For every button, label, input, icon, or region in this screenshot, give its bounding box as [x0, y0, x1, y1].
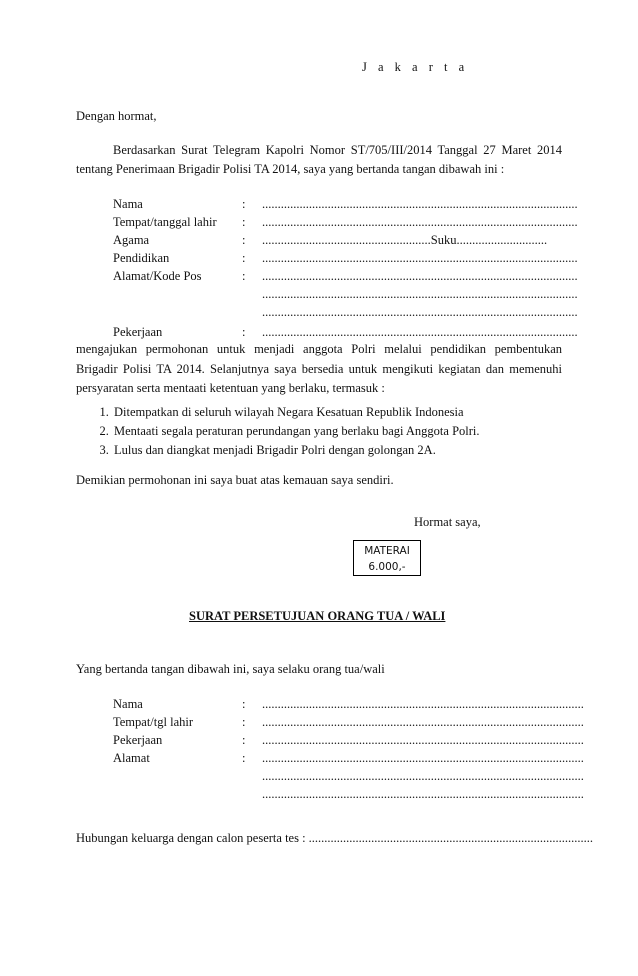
field-label-tempat-tanggal-lahir: Tempat/tanggal lahir [113, 215, 217, 229]
place-heading: J a k a r t a [362, 60, 469, 74]
closing-statement: Demikian permohonan ini saya buat atas kemauan saya sendiri. [76, 473, 394, 487]
intro-paragraph-line2: tentang Penerimaan Brigadir Polisi TA 2014, saya yang bertanda tangan dibawah ini : [76, 162, 505, 176]
field-colon: : [242, 197, 246, 211]
field-blank-alamat-2[interactable]: ..................................................................................................... [262, 287, 578, 301]
salutation: Dengan hormat, [76, 109, 157, 123]
conditions-list [96, 403, 480, 460]
field-colon: : [242, 251, 246, 265]
consent-intro: Yang bertanda tangan dibawah ini, saya selaku orang tua/wali [76, 662, 385, 676]
field-label-alamat-kode-pos: Alamat/Kode Pos [113, 269, 202, 283]
intro-paragraph-line1: Berdasarkan Surat Telegram Kapolri Nomor ST/705/III/2014 Tanggal 27 Maret 2014 [113, 143, 562, 157]
field-colon: : [242, 215, 246, 229]
field-blank-agama-suku[interactable]: ......................................................Suku............................. [262, 233, 548, 247]
parent-label-pekerjaan: Pekerjaan [113, 733, 163, 747]
list-item: 2. Mentaati segala peraturan perundangan yang berlaku bagi Anggota Polri. [112, 422, 480, 441]
field-colon: : [242, 697, 246, 711]
regards: Hormat saya, [414, 515, 481, 529]
field-colon: : [242, 715, 246, 729]
parent-blank-alamat-2[interactable]: ....................................................................................................... [262, 769, 584, 783]
stamp-line1: MATERAI [364, 545, 410, 557]
list-item: 1. Ditempatkan di seluruh wilayah Negara Kesatuan Republik Indonesia [112, 403, 480, 422]
field-blank-pendidikan[interactable]: ..................................................................................................... [262, 251, 578, 265]
field-label-pendidikan: Pendidikan [113, 251, 170, 265]
field-blank-pekerjaan[interactable]: ..................................................................................................... [262, 325, 578, 339]
parent-label-alamat: Alamat [113, 751, 150, 765]
field-label-pekerjaan: Pekerjaan [113, 325, 163, 339]
relationship-line[interactable]: Hubungan keluarga dengan calon peserta tes : ........................................................................................... [76, 831, 594, 845]
field-blank-alamat-3[interactable]: ..................................................................................................... [262, 305, 578, 319]
parent-blank-nama[interactable]: ....................................................................................................... [262, 697, 584, 711]
consent-title: SURAT PERSETUJUAN ORANG TUA / WALI [189, 609, 446, 623]
field-blank-nama[interactable]: ..................................................................................................... [262, 197, 578, 211]
field-label-agama: Agama [113, 233, 150, 247]
parent-blank-alamat-1[interactable]: ....................................................................................................... [262, 751, 584, 765]
stamp-line2: 6.000,- [368, 561, 406, 573]
field-colon: : [242, 733, 246, 747]
field-colon: : [242, 751, 246, 765]
parent-label-nama: Nama [113, 697, 143, 711]
field-colon: : [242, 233, 246, 247]
list-item: 3. Lulus dan diangkat menjadi Brigadir Polri dengan golongan 2A. [112, 441, 480, 460]
field-blank-tempat-tanggal-lahir[interactable]: ..................................................................................................... [262, 215, 578, 229]
parent-blank-pekerjaan[interactable]: ....................................................................................................... [262, 733, 584, 747]
parent-blank-alamat-3[interactable]: ....................................................................................................... [262, 787, 584, 801]
body-paragraph: mengajukan permohonan untuk menjadi anggota Polri melalui pendidikan pembentukan Brigadir Polisi TA 2014. Selanjutnya saya bersedia untuk mengikuti kegiatan dan memenuhi persyaratan serta mentaati ketentuan yang berlaku, termasuk : [76, 342, 562, 395]
materai-stamp-box [353, 540, 421, 576]
field-colon: : [242, 269, 246, 283]
field-colon: : [242, 325, 246, 339]
field-label-nama: Nama [113, 197, 143, 211]
parent-blank-tempat-tgl-lahir[interactable]: ....................................................................................................... [262, 715, 584, 729]
field-blank-alamat-1[interactable]: ..................................................................................................... [262, 269, 578, 283]
parent-label-tempat-tgl-lahir: Tempat/tgl lahir [113, 715, 194, 729]
